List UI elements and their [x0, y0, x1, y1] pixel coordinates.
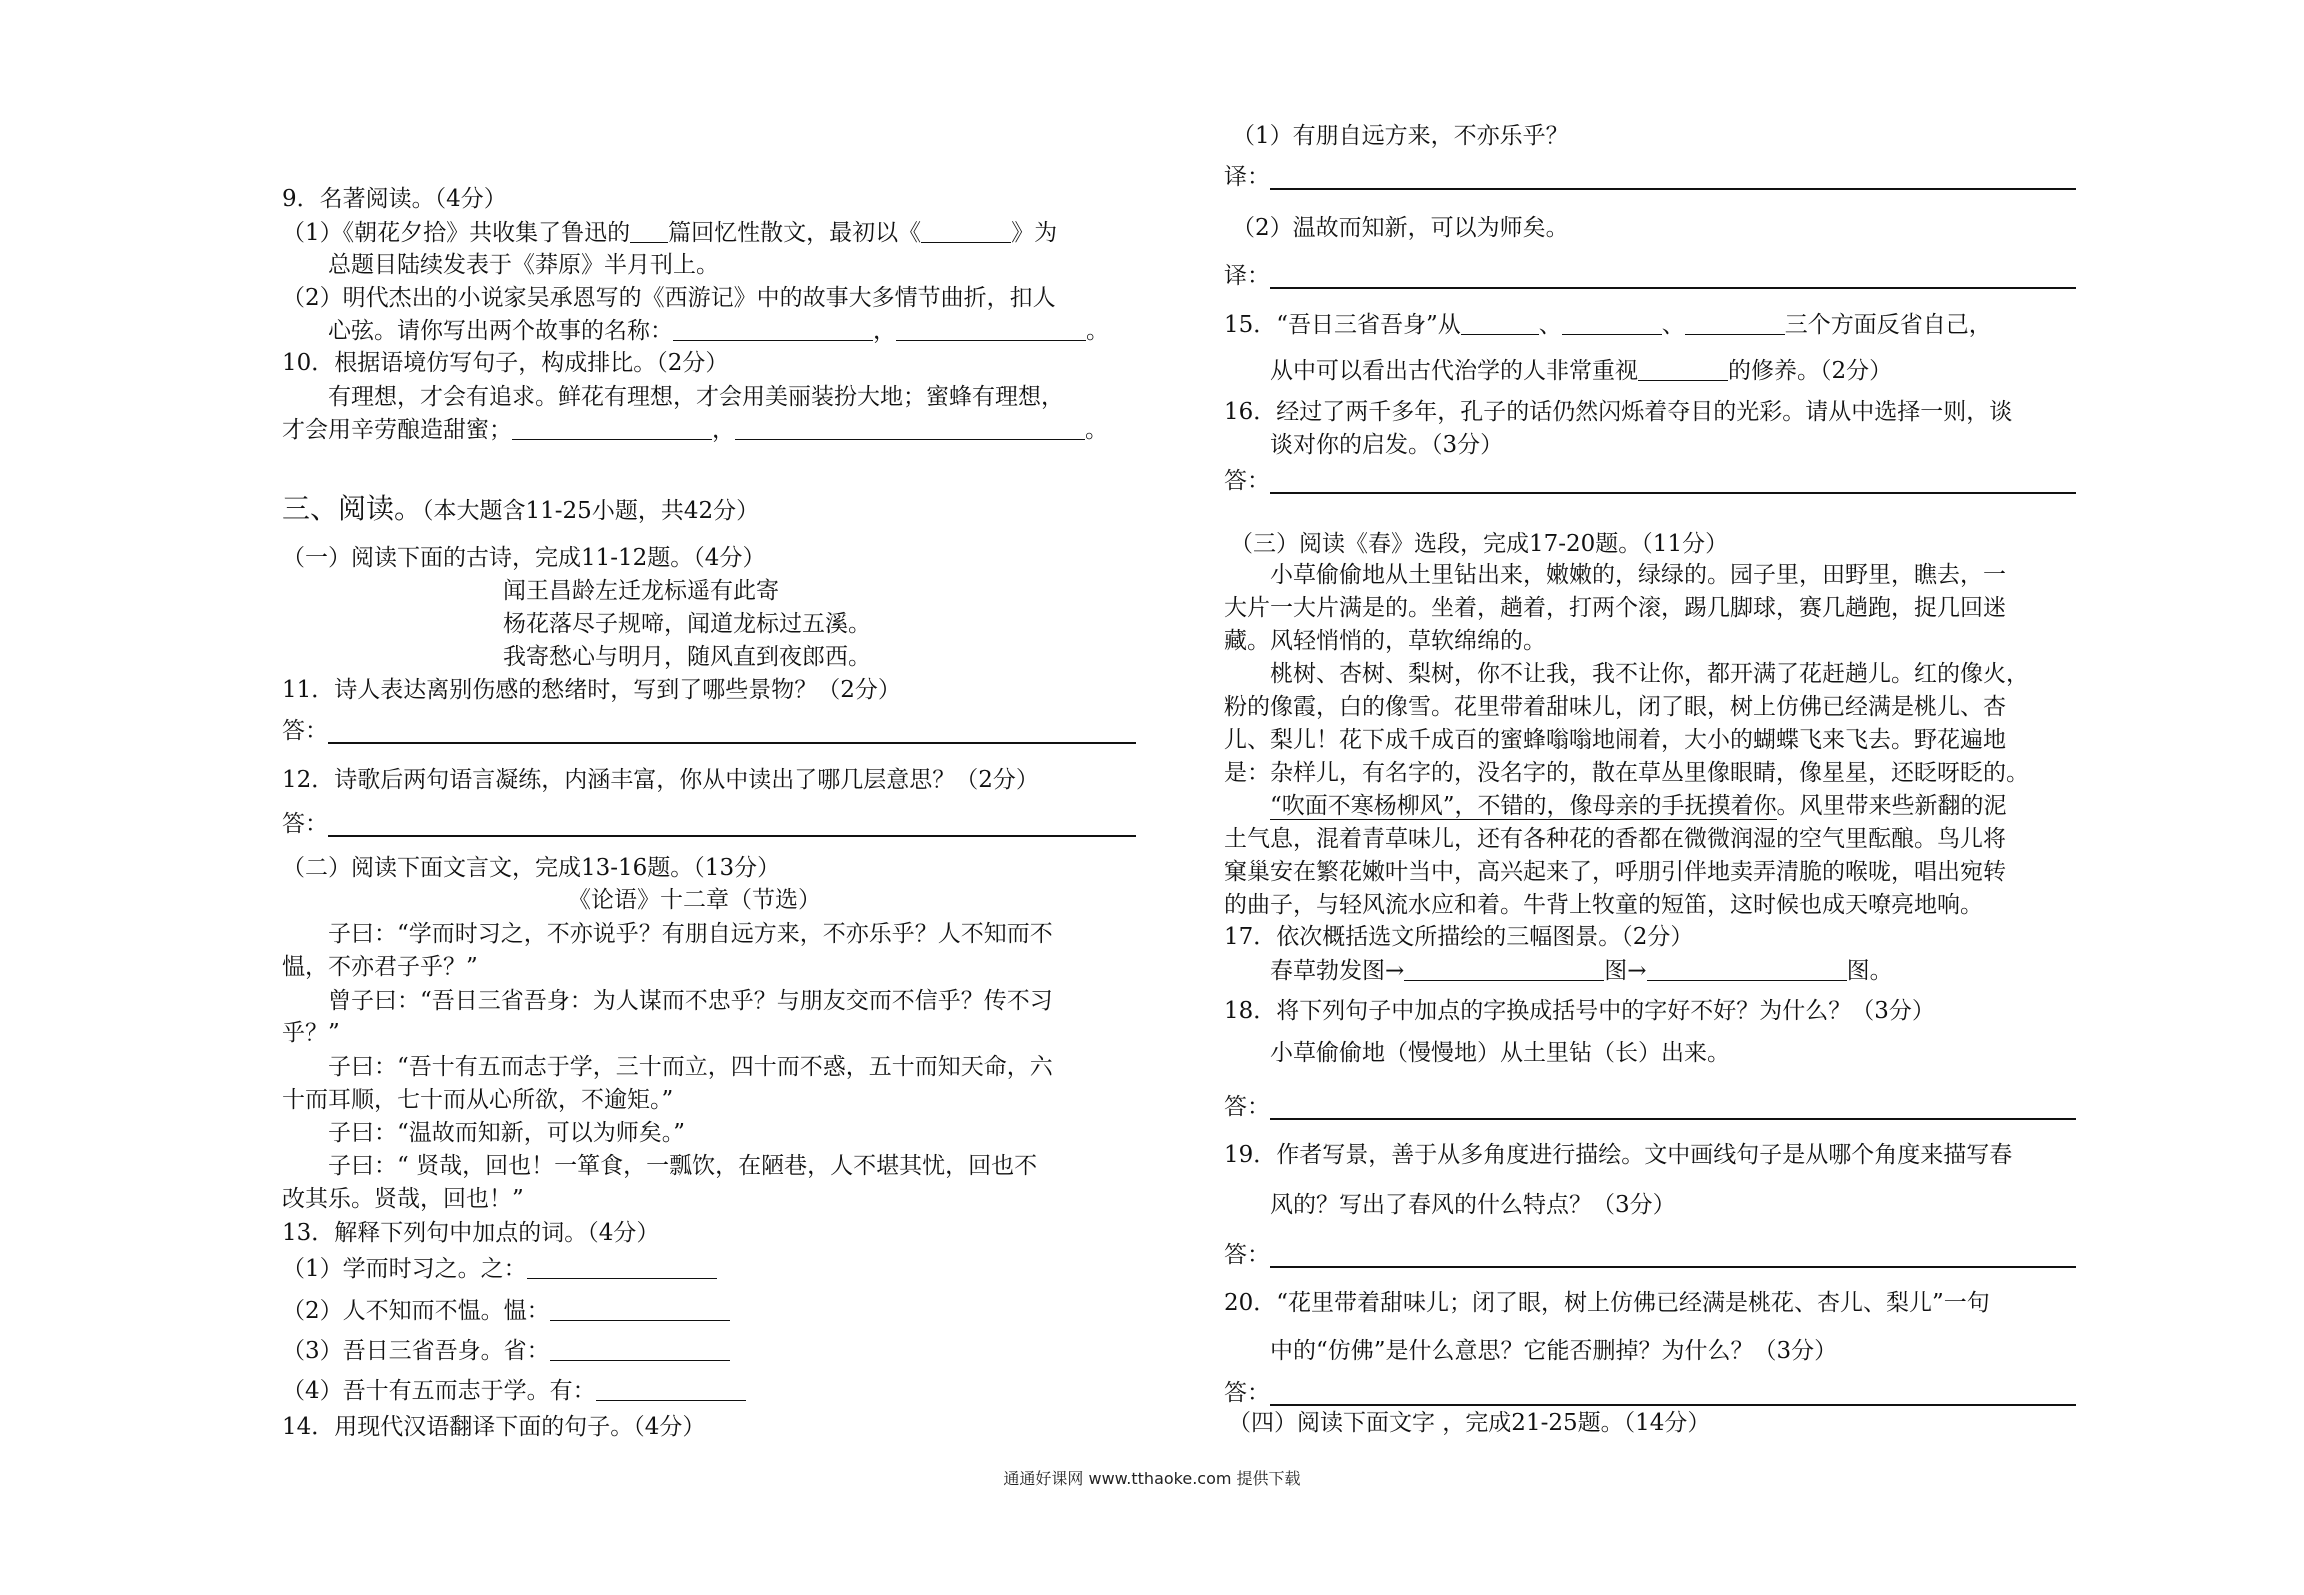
- q9-1-blank-count[interactable]: [630, 220, 668, 243]
- q16-line2: 谈对你的启发。（3分）: [1270, 432, 1504, 458]
- q10-blank-1[interactable]: [512, 417, 712, 440]
- q17-blank-2[interactable]: [1647, 958, 1847, 981]
- poem-title: 闻王昌龄左迁龙标遥有此寄: [503, 578, 779, 604]
- q16-answer-label: 答：: [1224, 468, 1270, 494]
- q19-line1: 19．作者写景，善于从多角度进行描绘。文中画线句子是从哪个角度来描写春: [1224, 1142, 2013, 1168]
- q10-blank-2[interactable]: [735, 417, 1085, 440]
- lunyu-3a: 子曰：“吾十有五而志于学，三十而立，四十而不惑，五十而知天命，六: [328, 1054, 1053, 1080]
- q16-line1: 16．经过了两千多年，孔子的话仍然闪烁着夺目的光彩。请从中选择一则，谈: [1224, 399, 2013, 425]
- poem-line-2: 我寄愁心与明月，随风直到夜郎西。: [503, 644, 871, 670]
- q14-2-yi: 译：: [1224, 263, 1270, 289]
- q10-line1: 有理想，才会有追求。鲜花有理想，才会用美丽装扮大地；蜜蜂有理想，: [328, 384, 1064, 410]
- q13-1-blank[interactable]: [527, 1256, 717, 1279]
- q14-1-answer-line[interactable]: [1270, 188, 2076, 190]
- q12: 12．诗歌后两句语言凝练，内涵丰富，你从中读出了哪几层意思？（2分）: [282, 767, 1039, 793]
- q13-4: （4）吾十有五而志于学。有：: [282, 1376, 746, 1406]
- q9-1-blank-title[interactable]: [921, 220, 1011, 243]
- q19-answer-label: 答：: [1224, 1242, 1270, 1268]
- q14-2-answer-line[interactable]: [1270, 287, 2076, 289]
- q11-answer-label: 答：: [282, 718, 328, 744]
- chun-7: 是：杂样儿，有名字的，没名字的，散在草丛里像眼睛，像星星，还眨呀眨的。: [1224, 760, 2029, 786]
- q17-answer: 春草勃发图→ 图→ 图。: [1270, 958, 1893, 984]
- q14-2: （2）温故而知新，可以为师矣。: [1232, 215, 1569, 241]
- lunyu-4: 子曰：“温故而知新，可以为师矣。”: [328, 1120, 686, 1146]
- q20-line2: 中的“仿佛”是什么意思？它能否删掉？为什么？（3分）: [1270, 1338, 1838, 1364]
- q15-blank-2[interactable]: [1562, 312, 1662, 335]
- q10-line2: 才会用辛劳酿造甜蜜； ， 。: [282, 417, 1108, 443]
- chun-11: 的曲子，与轻风流水应和着。牛背上牧童的短笛，这时候也成天嘹亮地响。: [1224, 892, 1983, 918]
- chun-6: 儿、梨儿！花下成千成百的蜜蜂嗡嗡地闹着，大小的蝴蝶飞来飞去。野花遍地: [1224, 727, 2006, 753]
- q11-answer-line[interactable]: [328, 742, 1136, 744]
- q12-answer-label: 答：: [282, 811, 328, 837]
- q14-1: （1）有朋自远方来，不亦乐乎？: [1232, 123, 1569, 149]
- q13-2-blank[interactable]: [550, 1298, 730, 1321]
- lunyu-5b: 改其乐。贤哉，回也！”: [282, 1186, 524, 1212]
- chun-3: 藏。风轻悄悄的，草软绵绵的。: [1224, 628, 1546, 654]
- q9-title: 9．名著阅读。（4分）: [282, 186, 507, 212]
- q20-answer-label: 答：: [1224, 1380, 1270, 1406]
- q12-answer-line[interactable]: [328, 835, 1136, 837]
- q10-title: 10．根据语境仿写句子，构成排比。（2分）: [282, 350, 729, 376]
- part4-title: （四）阅读下面文字 ，完成21-25题。（14分）: [1228, 1410, 1711, 1436]
- lunyu-2a: 曾子曰：“吾日三省吾身：为人谋而不忠乎？与朋友交而不信乎？传不习: [328, 988, 1053, 1014]
- chun-1: 小草偷偷地从土里钻出来，嫩嫩的，绿绿的。园子里，田野里，瞧去，一: [1270, 562, 2006, 588]
- q15-blank-4[interactable]: [1638, 358, 1728, 381]
- q9-2-blank-2[interactable]: [896, 318, 1086, 341]
- lunyu-1b: 愠，不亦君子乎？”: [282, 954, 478, 980]
- footer-credit: 通通好课网 www.tthaoke.com 提供下载: [1003, 1469, 1301, 1488]
- chun-5: 粉的像霞，白的像雪。花里带着甜味儿，闭了眼，树上仿佛已经满是桃儿、杏: [1224, 694, 2006, 720]
- q13-2: （2）人不知而不愠。愠：: [282, 1296, 730, 1326]
- q15-blank-3[interactable]: [1685, 312, 1785, 335]
- q14-1-yi: 译：: [1224, 164, 1270, 190]
- chun-10: 窠巢安在繁花嫩叶当中，高兴起来了，呼朋引伴地卖弄清脆的喉咙，唱出宛转: [1224, 859, 2006, 885]
- q17-blank-1[interactable]: [1404, 958, 1604, 981]
- lunyu-title: 《论语》十二章（节选）: [568, 887, 821, 913]
- q17: 17．依次概括选文所描绘的三幅图景。（2分）: [1224, 924, 1694, 950]
- q9-2-blank-1[interactable]: [673, 318, 873, 341]
- chun-2: 大片一大片满是的。坐着，趟着，打两个滚，踢几脚球，赛几趟跑，捉几回迷: [1224, 595, 2006, 621]
- q9-1-line2: 总题目陆续发表于《莽原》半月刊上。: [328, 252, 719, 278]
- q9-2-line2: 心弦。请你写出两个故事的名称： ， 。: [328, 318, 1109, 344]
- q15-line2: 从中可以看出古代治学的人非常重视 的修养。（2分）: [1270, 358, 1893, 384]
- q20-line1: 20．“花里带着甜味儿；闭了眼，树上仿佛已经满是桃花、杏儿、梨儿”一句: [1224, 1290, 1990, 1316]
- q16-answer-line[interactable]: [1270, 492, 2076, 494]
- q18-answer-line[interactable]: [1270, 1118, 2076, 1120]
- chun-9: 土气息，混着青草味儿，还有各种花的香都在微微润湿的空气里酝酿。鸟儿将: [1224, 826, 2006, 852]
- chun-8: “吹面不寒杨柳风”，不错的，像母亲的手抚摸着你。风里带来些新翻的泥: [1270, 793, 2007, 819]
- q18: 18．将下列句子中加点的字换成括号中的字好不好？为什么？（3分）: [1224, 998, 1935, 1024]
- part2-title: （二）阅读下面文言文，完成13-16题。（13分）: [282, 855, 781, 881]
- q9-1-line: （1）《朝花夕拾》共收集了鲁迅的 篇回忆性散文，最初以《 》为: [282, 220, 1058, 246]
- q14: 14．用现代汉语翻译下面的句子。（4分）: [282, 1414, 706, 1440]
- q18-sentence: 小草偷偷地（慢慢地）从土里钻（长）出来。: [1270, 1040, 1730, 1066]
- q9-2-line: （2）明代杰出的小说家吴承恩写的《西游记》中的故事大多情节曲折，扣人: [282, 285, 1056, 311]
- q11: 11．诗人表达离别伤感的愁绪时，写到了哪些景物？（2分）: [282, 677, 901, 703]
- part3-title: （三）阅读《春》选段，完成17-20题。（11分）: [1230, 531, 1729, 557]
- q19-line2: 风的？写出了春风的什么特点？（3分）: [1270, 1192, 1676, 1218]
- q15-line1: 15．“吾日三省吾身”从 、 、 三个方面反省自己，: [1224, 312, 1992, 338]
- lunyu-3b: 十而耳顺，七十而从心所欲，不逾矩。”: [282, 1087, 674, 1113]
- q13-3: （3）吾日三省吾身。省：: [282, 1336, 730, 1366]
- q19-answer-line[interactable]: [1270, 1266, 2076, 1268]
- q13: 13．解释下列句中加点的词。（4分）: [282, 1220, 660, 1246]
- lunyu-2b: 乎？”: [282, 1020, 340, 1046]
- q18-answer-label: 答：: [1224, 1094, 1270, 1120]
- q13-1: （1）学而时习之。之：: [282, 1254, 717, 1284]
- q20-answer-line[interactable]: [1270, 1404, 2076, 1406]
- lunyu-5a: 子曰：“ 贤哉，回也！一箪食，一瓢饮，在陋巷，人不堪其忧，回也不: [328, 1153, 1038, 1179]
- section-3-heading: 三、阅读。（本大题含11-25小题，共42分）: [282, 492, 760, 525]
- poem-line-1: 杨花落尽子规啼，闻道龙标过五溪。: [503, 611, 871, 637]
- q13-3-blank[interactable]: [550, 1338, 730, 1361]
- underlined-sentence: “吹面不寒杨柳风”，不错的，像母亲的手抚摸着你: [1270, 793, 1777, 819]
- chun-4: 桃树、杏树、梨树，你不让我，我不让你，都开满了花赶趟儿。红的像火，: [1270, 661, 2029, 687]
- q15-blank-1[interactable]: [1461, 312, 1539, 335]
- q13-4-blank[interactable]: [596, 1378, 746, 1401]
- lunyu-1a: 子曰：“学而时习之，不亦说乎？有朋自远方来，不亦乐乎？人不知而不: [328, 921, 1053, 947]
- part1-title: （一）阅读下面的古诗，完成11-12题。（4分）: [282, 545, 766, 571]
